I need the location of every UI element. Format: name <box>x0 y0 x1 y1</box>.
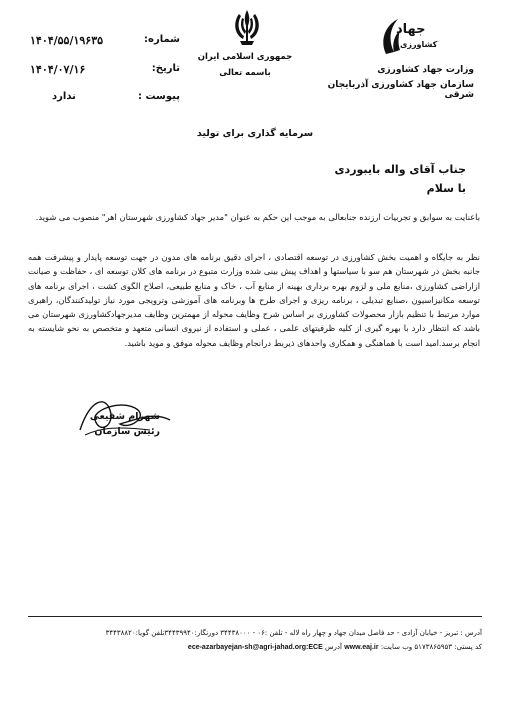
recipient-name: جناب آقای واله بایبوردی <box>334 163 466 176</box>
letter-number-label: شماره: <box>144 34 180 45</box>
signatory-title: رئیس سازمان <box>94 426 160 437</box>
letter-date-label: تاریخ: <box>151 63 180 74</box>
recipient-greeting: با سلام <box>426 182 466 195</box>
letter-date-value: ۱۴۰۴/۰۷/۱۶ <box>30 63 86 76</box>
footer-email-label: آدرس <box>324 643 342 651</box>
letter-attachment-label: پیوست : <box>137 91 180 102</box>
jahad-logo-icon <box>378 14 434 60</box>
footer-email-link[interactable]: ece-azarbayejan-sh@agri-jahad.org:ECE <box>187 644 323 651</box>
jahad-logo <box>378 14 438 60</box>
body-paragraph-2: نظر به جایگاه و اهمیت بخش کشاورزی در توسعه اقتصادی ، اجرای دقیق برنامه های مدون در جهت توسعه پایدار و پیشرفت همه جانبه بخش در شهرستان هم سو با سیاستها و اهداف پیش بینی شده وزارت متبوع در برنامه های کلان توسعه ای ، حفاظت و صیانت ازاراضی کشاورزی ،منابع ملی و لزوم بهره برداری بهینه از منابع آب ، خاک و منابع طبیعی، اصلاح الگوی کشت ، اجرای برنامه های توسعه مکانیزاسیون ،صنایع تبدیلی ، برنامه ریزی و اجرای طرح ها وبرنامه های آموزشی وترویجی مورد نیاز تولیدکنندگان، راهبری موارد مرتبط با تنظیم بازار محصولات کشاورزی بر اساس شرح وظایف محوله از مهمترین وظایف مدیرجهادکشاورزی شهرستان می باشد که انتظار دارد با بهره گیری از کلیه ظرفیتهای علمی ، عملی و استفاده از نیروی انسانی متعهد و متخصص به نحو شایسته به انجام برسد.امید است با هماهنگی و همکاری واحدهای ذیربط درانجام وظایف محوله موفق و موید باشید. <box>28 252 480 348</box>
letter-date-row <box>30 63 180 79</box>
organization-name: سازمان جهاد کشاورزی آذربایجان شرقی <box>327 80 474 100</box>
footer-address: آدرس : تبریز - خیابان آزادی - حد فاصل میدان جهاد و چهار راه لاله - تلفن :۰۶ - ۳۴۴۳۸۰۰۰ دورنگار:۳۴۴۳۹۹۴۰تلفن گویا:۳۴۴۳۸۸۲۰ <box>105 629 482 637</box>
body-paragraph-1: باعنایت به سوابق و تجربیات ارزنده جنابعالی به موجب این حکم به عنوان "مدیر جهاد کشاورزی شهرستان اهر" منصوب می شوید. <box>35 212 480 222</box>
logo-text-primary: جهاد <box>396 22 426 37</box>
ministry-name: وزارت جهاد کشاورزی <box>377 65 474 75</box>
signatory-name: شهرام شفیعی <box>89 411 160 422</box>
letter-number-row <box>30 34 180 50</box>
iran-emblem-icon <box>230 8 264 48</box>
logo-text-secondary: کشاورزی <box>400 40 438 49</box>
footer-postal: کد پستی: ۵۱۷۳۸۶۵۹۵۳ وب سایت: <box>380 643 482 651</box>
letter-attachment-row <box>30 91 180 107</box>
letter-subject: سرمایه گذاری برای تولید <box>196 128 314 139</box>
footer-divider <box>28 616 482 617</box>
bismillah-label: باسمه تعالی <box>219 68 271 78</box>
republic-label: جمهوری اسلامی ایران <box>197 52 293 62</box>
letter-number-value: ۱۴۰۴/۵۵/۱۹۶۳۵ <box>30 34 104 47</box>
footer-contact <box>28 643 482 651</box>
letter-attachment-value: ندارد <box>52 91 76 102</box>
footer-website-link[interactable]: www.eaj.ir <box>344 644 379 651</box>
